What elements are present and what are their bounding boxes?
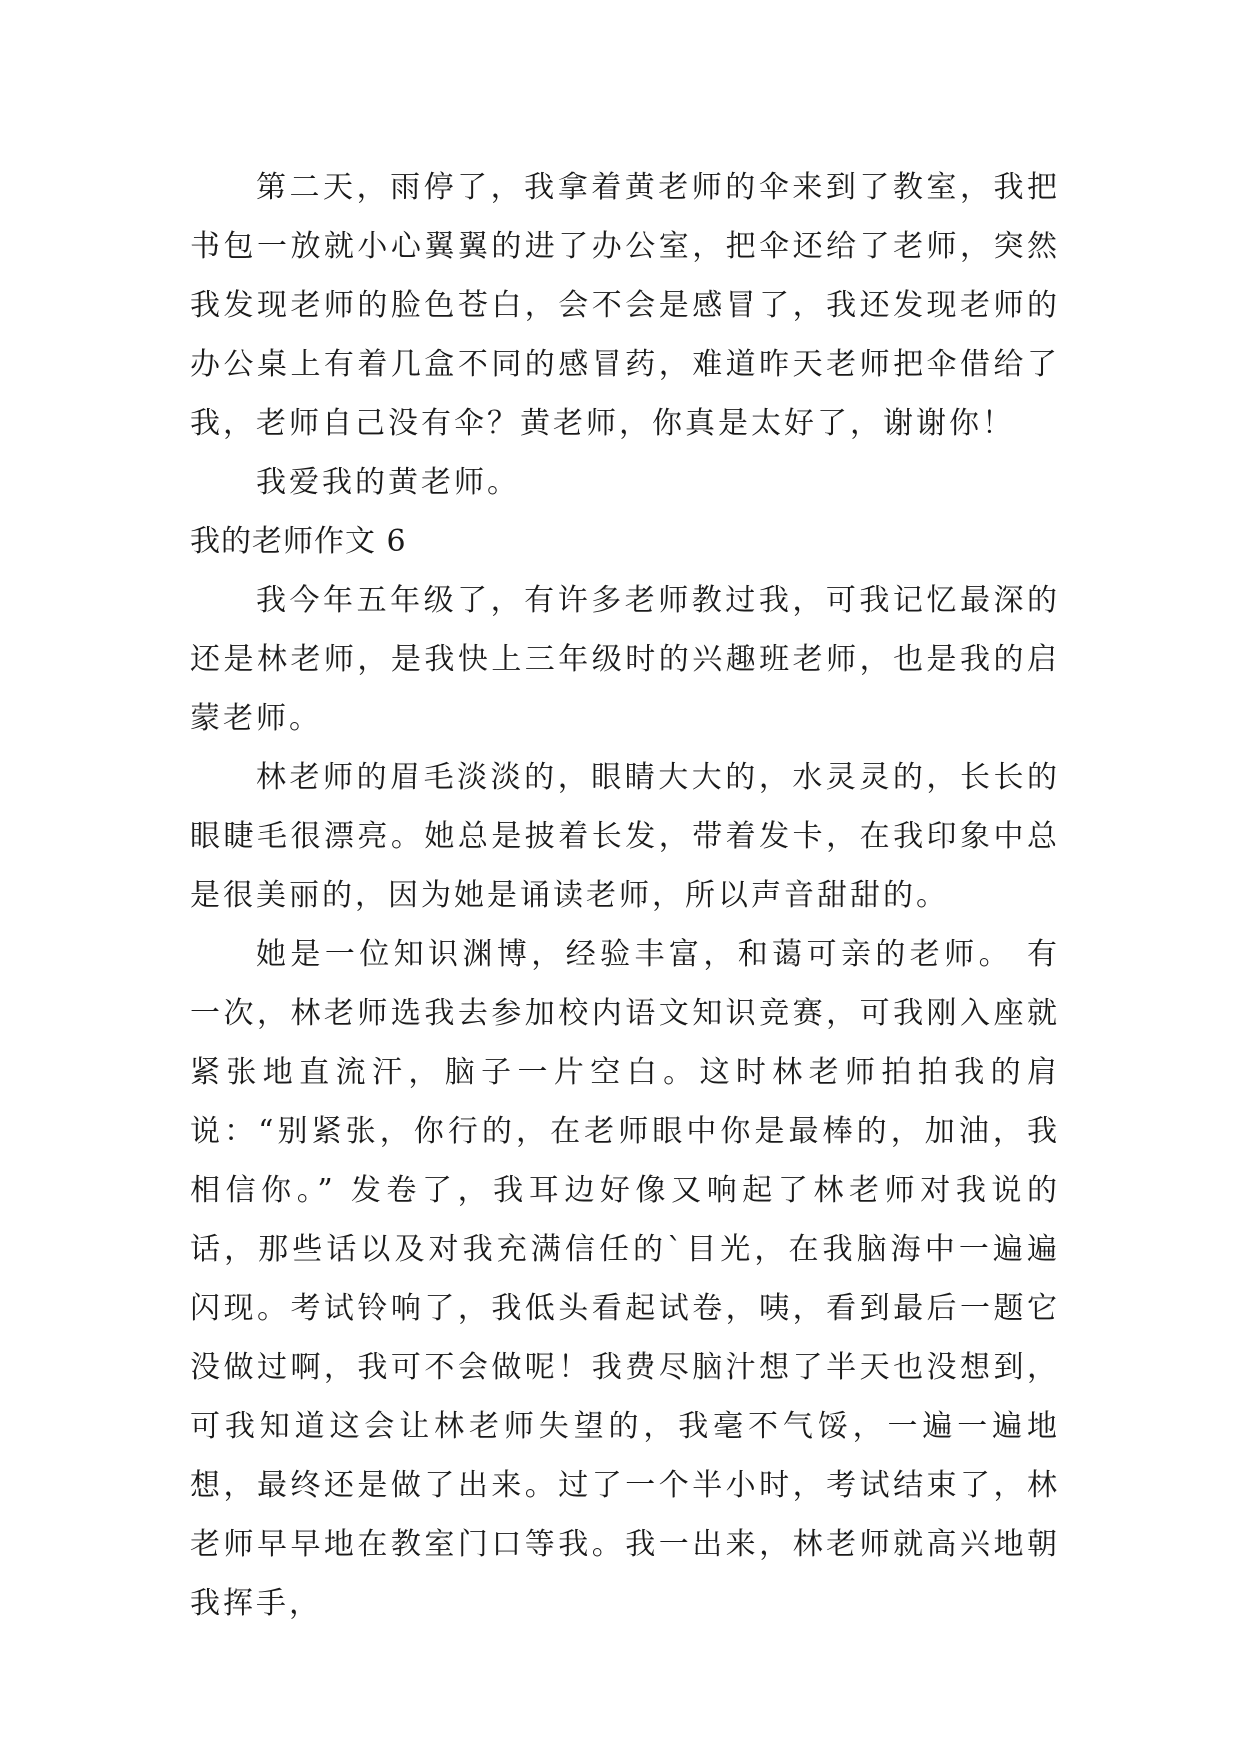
section-heading: 我的老师作文 6	[190, 524, 407, 559]
paragraph: 她是一位知识渊博，经验丰富，和蔼可亲的老师。 有一次，林老师选我去参加校内语文知识竞赛，可我刚入座就紧张地直流汗，脑子一片空白。这时林老师拍拍我的肩说：“别紧张，你行的，在老师眼中你是最棒的，加油，我相信你。” 发卷了，我耳边好像又响起了林老师对我说的话，那些话以及对我充满信任的`目光，在我脑海中一遍遍闪现。考试铃响了，我低头看起试卷，咦，看到最后一题它没做过啊，我可不会做呢！我费尽脑汁想了半天也没想到，可我知道这会让林老师失望的，我毫不气馁，一遍一遍地想，最终还是做了出来。过了一个半小时，考试结束了，林老师早早地在教室门口等我。我一出来，林老师就高兴地朝我挥手，	[190, 937, 1060, 1621]
paragraph: 第二天，雨停了，我拿着黄老师的伞来到了教室，我把书包一放就小心翼翼的进了办公室，把伞还给了老师，突然我发现老师的脸色苍白，会不会是感冒了，我还发现老师的办公桌上有着几盒不同的感冒药，难道昨天老师把伞借给了我，老师自己没有伞？黄老师，你真是太好了，谢谢你！	[190, 170, 1060, 441]
document-page	[190, 158, 1060, 1633]
paragraph: 林老师的眉毛淡淡的，眼睛大大的，水灵灵的，长长的眼睫毛很漂亮。她总是披着长发，带着发卡，在我印象中总是很美丽的，因为她是诵读老师，所以声音甜甜的。	[190, 760, 1060, 913]
paragraph: 我今年五年级了，有许多老师教过我，可我记忆最深的还是林老师，是我快上三年级时的兴趣班老师，也是我的启蒙老师。	[190, 583, 1060, 736]
paragraph: 我爱我的黄老师。	[256, 465, 520, 500]
